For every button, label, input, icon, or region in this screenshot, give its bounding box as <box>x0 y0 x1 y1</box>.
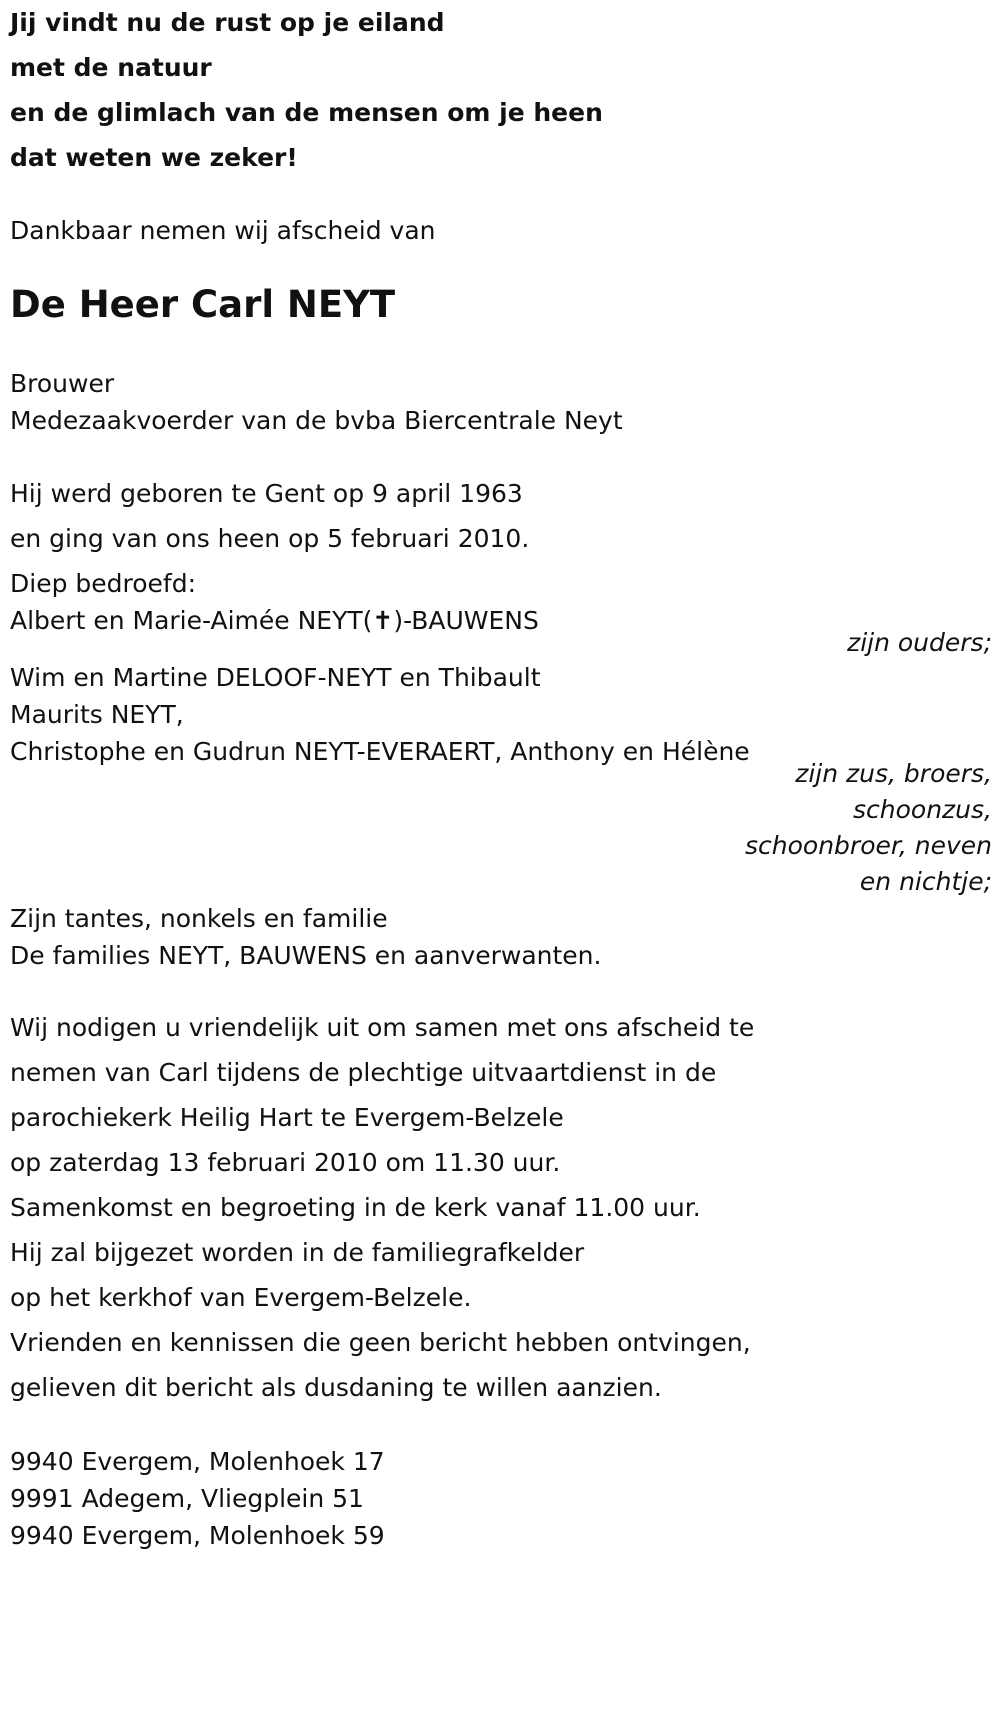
ceremony-line-1: Wij nodigen u vriendelijk uit om samen met ons afscheid te <box>10 1013 755 1042</box>
poem-line-4: dat weten we zeker! <box>10 143 298 172</box>
parents-name-b: )-BAUWENS <box>393 606 539 635</box>
sibling-line-3: Christophe en Gudrun NEYT-EVERAERT, Anthony en Hélène <box>10 737 750 766</box>
poem-line-1: Jij vindt nu de rust op je eiland <box>10 8 445 37</box>
address-2: 9991 Adegem, Vliegplein 51 <box>10 1484 364 1513</box>
ceremony-line-9: gelieven dit bericht als dusdaning te willen aanzien. <box>10 1373 662 1402</box>
intro-text: Dankbaar nemen wij afscheid van <box>10 216 436 245</box>
family-line-1: Zijn tantes, nonkels en familie <box>10 904 388 933</box>
sibling-line-1: Wim en Martine DELOOF-NEYT en Thibault <box>10 663 541 692</box>
ceremony-line-2: nemen van Carl tijdens de plechtige uitvaartdienst in de <box>10 1058 717 1087</box>
parents-name-a: Albert en Marie-Aimée NEYT( <box>10 606 373 635</box>
siblings-role-4: en nichtje; <box>859 867 992 896</box>
poem-line-2: met de natuur <box>10 53 212 82</box>
ceremony-line-7: op het kerkhof van Evergem-Belzele. <box>10 1283 472 1312</box>
profession-line-2: Medezaakvoerder van de bvba Biercentrale Neyt <box>10 406 623 435</box>
parents-role: zijn ouders; <box>847 628 992 657</box>
ceremony-line-5: Samenkomst en begroeting in de kerk vanaf 11.00 uur. <box>10 1193 701 1222</box>
ceremony-line-3: parochiekerk Heilig Hart te Evergem-Belzele <box>10 1103 564 1132</box>
parents-line <box>10 604 539 638</box>
address-3: 9940 Evergem, Molenhoek 59 <box>10 1521 385 1550</box>
ceremony-line-6: Hij zal bijgezet worden in de familiegrafkelder <box>10 1238 585 1267</box>
birth-line: Hij werd geboren te Gent op 9 april 1963 <box>10 479 523 508</box>
poem-line-3: en de glimlach van de mensen om je heen <box>10 98 603 127</box>
mourners-heading: Diep bedroefd: <box>10 569 197 598</box>
ceremony-line-8: Vrienden en kennissen die geen bericht hebben ontvingen, <box>10 1328 751 1357</box>
siblings-role-1: zijn zus, broers, <box>795 759 992 788</box>
siblings-role-3: schoonbroer, neven <box>745 831 992 860</box>
profession-line-1: Brouwer <box>10 369 115 398</box>
family-line-2: De families NEYT, BAUWENS en aanverwanten. <box>10 941 602 970</box>
ceremony-line-4: op zaterdag 13 februari 2010 om 11.30 uur. <box>10 1148 561 1177</box>
sibling-line-2: Maurits NEYT, <box>10 700 184 729</box>
deceased-name: De Heer Carl NEYT <box>10 283 396 326</box>
death-line: en ging van ons heen op 5 februari 2010. <box>10 524 530 553</box>
cross-icon: ✝ <box>372 606 394 635</box>
address-1: 9940 Evergem, Molenhoek 17 <box>10 1447 385 1476</box>
siblings-role-2: schoonzus, <box>853 795 992 824</box>
